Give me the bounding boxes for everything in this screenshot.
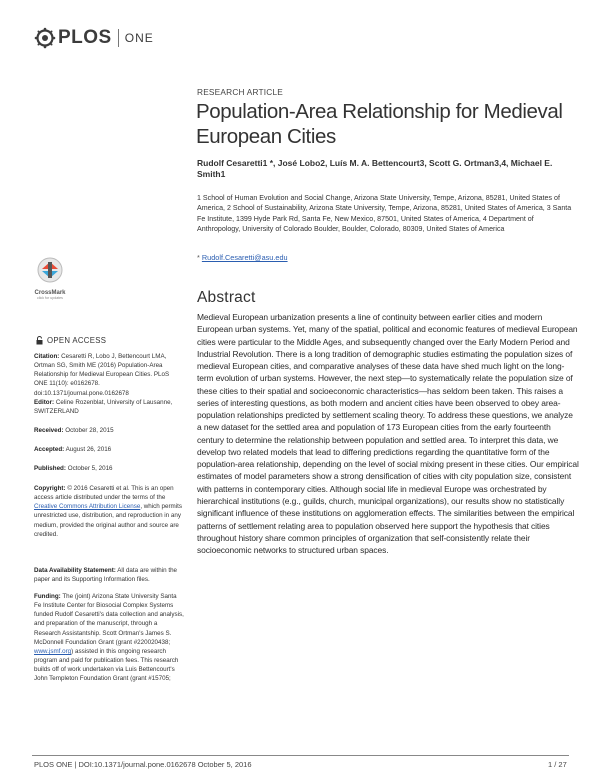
crossmark-label: CrossMark: [34, 290, 66, 296]
article-type: RESEARCH ARTICLE: [197, 87, 284, 97]
published-block: [34, 464, 184, 473]
received-block: [34, 426, 184, 435]
citation-block: [34, 352, 184, 398]
open-lock-icon: [36, 336, 43, 345]
crossmark-badge[interactable]: [33, 256, 67, 300]
accepted-block: [34, 445, 184, 454]
copyright-text-cont: , which permits unrestricted use, distribution, and reproduction in any medium, provided the original author and source are credited.: [34, 503, 182, 538]
logo-divider: [118, 29, 119, 47]
affiliations: 1 School of Human Evolution and Social Change, Arizona State University, Tempe, Arizona, 85281, United States of America, 2 School of Sustainability, Arizona State University, Tempe, Arizona, 85281, United States of America, 3 Santa Fe Institute, 1399 Hyde Park Rd, Santa Fe, New Mexico, 87501, United States of America, 4 Department of Anthropology, University of Colorado Boulder, Boulder, Colorado, 80309, United States of America: [197, 194, 572, 234]
footer-divider: [32, 755, 569, 756]
logo-text: PLOS: [58, 27, 112, 48]
footer-citation: PLOS ONE | DOI:10.1371/journal.pone.0162678 October 5, 2016: [34, 760, 252, 769]
published-label: Published:: [34, 465, 66, 472]
editor-text: Celine Rozenblat, University of Lausanne, SWITZERLAND: [34, 399, 173, 416]
data-availability-text: All data are within the paper and its Supporting Information files.: [34, 567, 178, 584]
abstract-text: Medieval European urbanization presents a line of continuity between earlier cities and modern European urban systems. Yet, many of the spatial, political and economic features of medieval European cities were particular to the Middle Ages, and subsequently changed over the Early Modern Period and Industrial Revolution. There is a long tradition of demographic studies estimating the population sizes of medieval European cities, and comparative analyses of these data have shed much light on the long-term evolution of urban systems. However, the next step—to systematically relate the population size of these cities to their spatial and socioeconomic characteristics—has seldom been taken. This raises a series of interesting questions, as both modern and ancient cities have been observed to obey area-population relationships predicted by settlement scaling theory. To address these questions, we analyze a new dataset for the settled area and population of 173 European cities from the early fourteenth century to determine the relationship between population and settled area. To interpret this data, we develop two related models that lead to differing predictions regarding the quantitative form of the population-area relationship, depending on the level of social mixing present in these cities. Our empirical estimates of model parameters show a strong densification of cities with city population size, consistent with patterns in contemporary cities. Although social life in medieval Europe was orchestrated by hierarchical institutions (e.g., guilds, church, municipal organizations), our results show no statistically significant influence of these institutions on agglomeration effects. The similarities between the empirical patterns of settlement relating area to population observed here support the hypothesis that cities throughout history share common principles of organization that self-consistently relate their socioeconomic networks to structured urban spaces.: [197, 312, 579, 556]
copyright-label: Copyright:: [34, 485, 66, 492]
funding-label: Funding:: [34, 593, 61, 600]
editor-label: Editor:: [34, 399, 55, 406]
corresponding-prefix: *: [197, 253, 202, 262]
citation-label: Citation:: [34, 353, 60, 360]
citation-text: Cesaretti R, Lobo J, Bettencourt LMA, Ortman SG, Smith ME (2016) Population-Area Relationship for Medieval European Cities. PLoS ONE 11(10): e0162678. doi:10.1371/journal.pone.0162678: [34, 353, 170, 397]
accepted-label: Accepted:: [34, 446, 65, 453]
open-access-label: OPEN ACCESS: [47, 336, 107, 345]
funding-block: [34, 592, 184, 684]
page-number: 1 / 27: [548, 760, 567, 769]
copyright-text: © 2016 Cesaretti et al. This is an open access article distributed under the terms of the: [34, 485, 174, 502]
accepted-date: August 26, 2016: [65, 446, 112, 453]
journal-name: ONE: [124, 31, 154, 45]
data-availability-block: [34, 566, 184, 584]
journal-logo[interactable]: [34, 26, 154, 50]
author-text: Rudolf Cesaretti1 *, José Lobo2, Luís M. A. Bettencourt3, Scott G. Ortman3,4, Michael E. Smith1: [197, 158, 553, 179]
jsmf-link[interactable]: www.jsmf.org: [34, 647, 72, 655]
article-title: Population-Area Relationship for Medieval European Cities: [196, 100, 563, 148]
published-date: October 5, 2016: [67, 465, 113, 472]
corresponding-author: [197, 253, 288, 262]
received-date: October 28, 2015: [65, 427, 114, 434]
editor-block: [34, 398, 184, 416]
author-list: [197, 158, 577, 180]
crossmark-sub: click for updates: [37, 296, 63, 300]
corresponding-email-link[interactable]: Rudolf.Cesaretti@asu.edu: [201, 253, 288, 262]
funding-text: The (joint) Arizona State University Santa Fe Institute Center for Biosocial Complex Systems funded Rudolf Cesaretti's data collection and analysis, and preparation of the manuscript, through a Research Assistantship. Scott Ortman's James S. McDonnell Foundation Grant (grant #220020438;: [34, 593, 184, 646]
funding-text-cont: ) assisted in this ongoing research program and paid for publication fees. This research builds off of work undertaken via Luis Bettencourt's John Templeton Foundation Grant (grant #15705;: [34, 647, 179, 683]
cc-license-link[interactable]: Creative Commons Attribution License: [34, 503, 141, 511]
crossmark-icon: [33, 256, 67, 284]
data-availability-label: Data Availability Statement:: [34, 567, 116, 574]
abstract-heading: Abstract: [197, 289, 256, 306]
plos-logo-icon: [34, 27, 56, 49]
received-label: Received:: [34, 427, 64, 434]
open-access-badge: [36, 336, 106, 345]
copyright-block: [34, 484, 184, 539]
